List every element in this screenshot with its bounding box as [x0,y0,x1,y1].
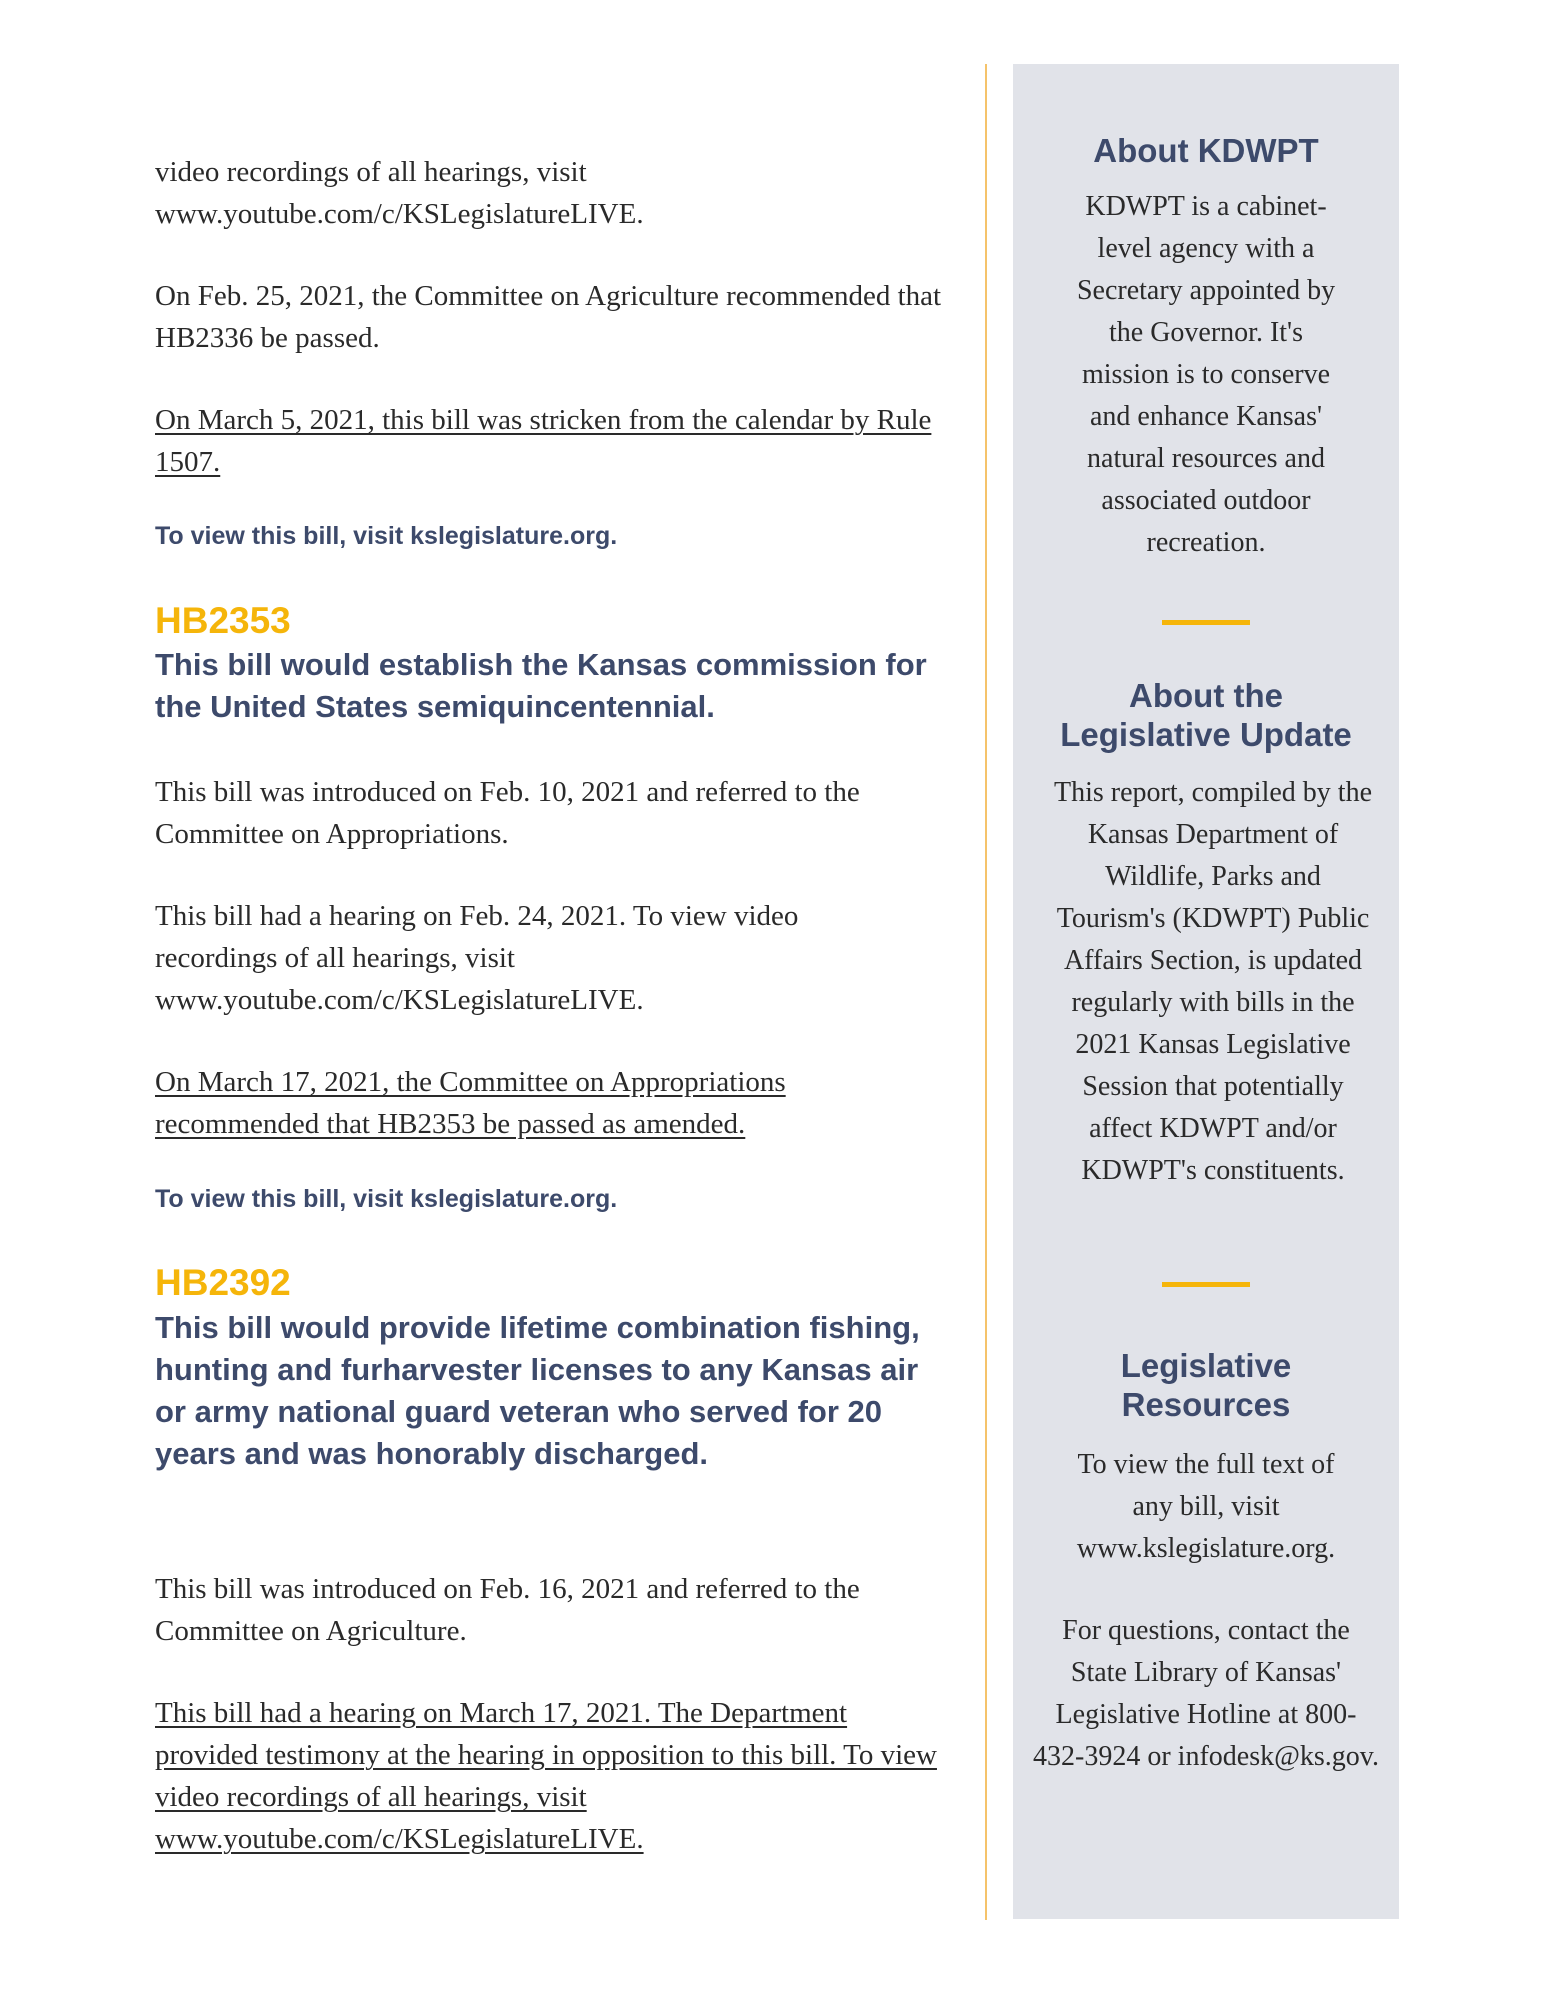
about-kdwpt-text: KDWPT is a cabinet-level agency with a Secretary appointed by the Governor. It's mission is to conserve and enhance Kansas' natural resources and associated outdoor recreation. [1076,191,1336,558]
bill-id-hb2392: HB2392 [155,1262,291,1303]
resources-heading: Legislative Resources [1120,1347,1292,1423]
view-bill-link[interactable]: To view this bill, visit kslegislature.org. [155,522,618,550]
accent-divider [1162,620,1250,625]
bill-id-hb2353: HB2353 [155,600,291,641]
about-kdwpt-heading: About KDWPT [1093,132,1319,169]
view-bill-link[interactable]: To view this bill, visit kslegislature.org. [155,1185,618,1213]
resources-text-contact: For questions, contact the State Library of Kansas' Legislative Hotline at 800-432-3924 or infodesk@ks.gov. [1033,1615,1379,1772]
bill-title-hb2353: This bill would establish the Kansas commission for the United States semiquincentennial. [155,647,927,724]
about-update-text: This report, compiled by the Kansas Department of Wildlife, Parks and Tourism's (KDWPT) Public Affairs Section, is updated regularly with bills in the 2021 Kansas Legislative Session that potentially affect KDWPT and/or KDWPT's constituents. [1053,777,1373,1186]
paragraph-stricken: On March 5, 2021, this bill was stricken from the calendar by Rule 1507. [155,404,932,478]
vertical-divider [985,64,987,1920]
bill-title-hb2392: This bill would provide lifetime combination fishing, hunting and furharvester licenses to any Kansas air or army national guard veteran who served for 20 years and was honorably discharged. [155,1310,920,1471]
accent-divider [1162,1282,1250,1287]
paragraph-introduced-hb2353: This bill was introduced on Feb. 10, 2021 and referred to the Committee on Appropriations. [155,776,860,850]
paragraph-hearing-hb2353: This bill had a hearing on Feb. 24, 2021. To view video recordings of all hearings, visit www.youtube.com/c/KSLegislatureLIVE. [155,900,799,1016]
sidebar-panel [1013,64,1399,1919]
paragraph-hearing-hb2392: This bill had a hearing on March 17, 2021. The Department provided testimony at the hearing in opposition to this bill. To view video recordings of all hearings, visit www.youtube.com/c/KSLegislatureLIVE. [155,1697,937,1855]
resources-text-view: To view the full text of any bill, visit www.kslegislature.org. [1076,1449,1336,1564]
paragraph-recommendation-hb2353: On March 17, 2021, the Committee on Appropriations recommended that HB2353 be passed as amended. [155,1066,786,1140]
paragraph-hearing-recordings: video recordings of all hearings, visit www.youtube.com/c/KSLegislatureLIVE. [155,156,644,230]
about-update-heading: About the Legislative Update [1060,677,1352,753]
paragraph-committee-recommendation: On Feb. 25, 2021, the Committee on Agriculture recommended that HB2336 be passed. [155,280,942,354]
paragraph-introduced-hb2392: This bill was introduced on Feb. 16, 2021 and referred to the Committee on Agriculture. [155,1573,860,1647]
